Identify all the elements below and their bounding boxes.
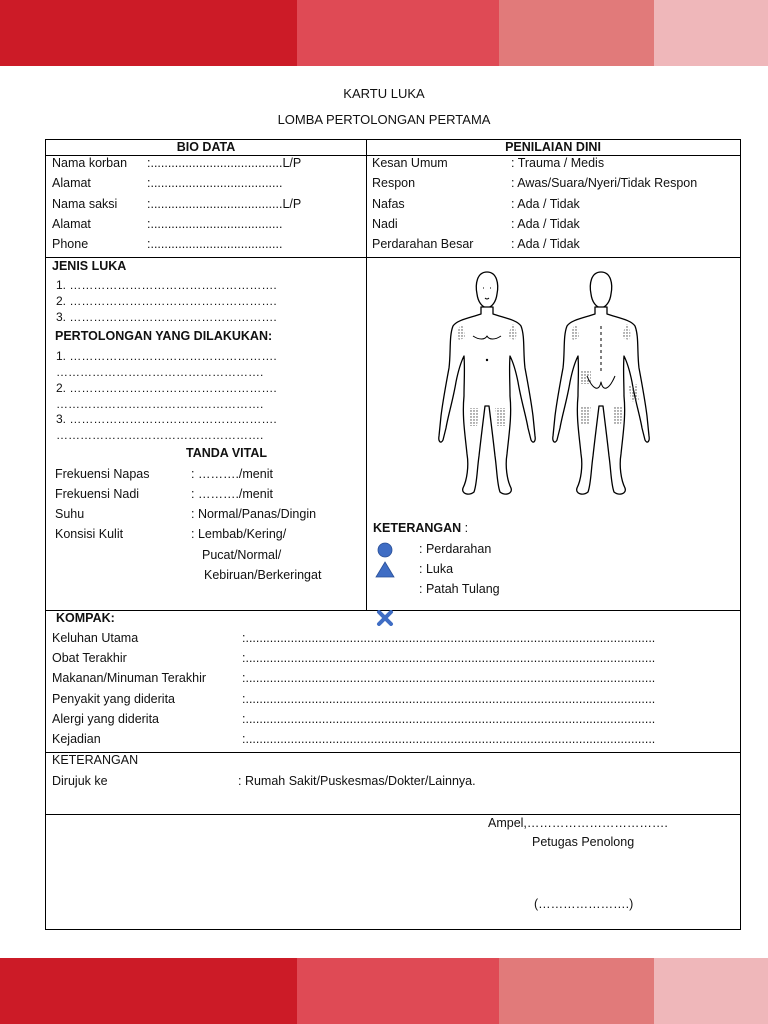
field-label: Nama saksi [52, 197, 118, 211]
legend-label: : Perdarahan [419, 542, 492, 556]
legend-heading-colon: : [461, 521, 469, 535]
field-value: : Trauma / Medis [511, 156, 605, 170]
field-label: Frekuensi Napas [55, 467, 150, 481]
list-item[interactable]: ……………………………………………. [56, 428, 264, 442]
signature-role: Petugas Penolong [532, 835, 635, 849]
field-label: Alamat [52, 176, 91, 190]
field-value[interactable]: :...................................... [147, 176, 283, 190]
field-value[interactable]: :......................................L/P [147, 197, 302, 211]
pertolongan-heading: PERTOLONGAN YANG DILAKUKAN: [55, 329, 273, 343]
divider [366, 140, 367, 610]
field-label: Perdarahan Besar [372, 237, 474, 251]
jenis-luka-heading: JENIS LUKA [52, 259, 127, 273]
legend-heading-row [373, 521, 468, 536]
field-label: Frekuensi Nadi [55, 487, 140, 501]
field-value[interactable]: :...................................................................................................................... [242, 631, 656, 645]
field-label: Respon [372, 176, 416, 190]
color-block [0, 0, 297, 66]
field-label: Konsisi Kulit [55, 527, 124, 541]
field-value[interactable]: :...................................................................................................................... [242, 732, 656, 746]
field-value: : Ada / Tidak [511, 197, 580, 211]
signature-place-date[interactable]: Ampel,……………………………. [488, 816, 668, 830]
field-label: Phone [52, 237, 89, 251]
list-item[interactable]: 1. ……………………………………………. [56, 278, 277, 292]
divider [46, 814, 740, 815]
tanda-vital-heading: TANDA VITAL [186, 446, 268, 460]
color-block [499, 958, 654, 1024]
list-item[interactable]: 3. ……………………………………………. [56, 310, 277, 324]
field-value[interactable]: :...................................................................................................................... [242, 651, 656, 665]
color-block [297, 958, 499, 1024]
penilaian-heading: PENILAIAN DINI [505, 140, 601, 154]
cross-icon [376, 610, 394, 626]
field-value[interactable]: :...................................................................................................................... [242, 671, 656, 685]
color-block [0, 958, 297, 1024]
field-label: Alamat [52, 217, 91, 231]
list-item[interactable]: 1. ……………………………………………. [56, 349, 277, 363]
field-value[interactable]: :...................................... [147, 237, 283, 251]
legend-heading: KETERANGAN [373, 521, 462, 535]
color-block [499, 0, 654, 66]
field-value: : Lembab/Kering/ [191, 527, 287, 541]
kompak-heading: KOMPAK: [56, 611, 115, 625]
field-label: Penyakit yang diderita [52, 692, 175, 706]
biodata-heading: BIO DATA [176, 140, 236, 154]
field-label: Alergi yang diderita [52, 712, 160, 726]
header-color-band [0, 0, 768, 66]
list-item[interactable]: 2. ……………………………………………. [56, 381, 277, 395]
list-item[interactable]: ……………………………………………. [56, 397, 264, 411]
field-value: : Ada / Tidak [511, 237, 580, 251]
field-value[interactable]: : ………./menit [191, 487, 273, 501]
field-value: : Awas/Suara/Nyeri/Tidak Respon [511, 176, 698, 190]
footer-color-band [0, 958, 768, 1024]
document-title: KARTU LUKA [343, 86, 425, 101]
field-value-continued: Pucat/Normal/ [202, 548, 282, 562]
document-subtitle: LOMBA PERTOLONGAN PERTAMA [277, 112, 491, 127]
field-label: Keluhan Utama [52, 631, 139, 645]
field-label: Suhu [55, 507, 85, 521]
color-block [297, 0, 499, 66]
list-item[interactable]: 3. ……………………………………………. [56, 412, 277, 426]
divider [46, 752, 740, 753]
field-label: Obat Terakhir [52, 651, 127, 665]
back-body-figure [553, 272, 649, 494]
field-value[interactable]: :...................................................................................................................... [242, 712, 656, 726]
field-value: : Normal/Panas/Dingin [191, 507, 317, 521]
keterangan-heading: KETERANGAN [52, 753, 139, 767]
field-value: : Ada / Tidak [511, 217, 580, 231]
field-value[interactable]: : ………./menit [191, 467, 273, 481]
dirujuk-value: : Rumah Sakit/Puskesmas/Dokter/Lainnya. [238, 774, 476, 788]
front-body-figure [439, 272, 535, 494]
color-block [654, 958, 768, 1024]
triangle-icon [375, 561, 395, 578]
signature-name-line[interactable]: (………………….) [534, 897, 634, 911]
field-value-continued: Kebiruan/Berkeringat [204, 568, 322, 582]
field-value[interactable]: :...................................................................................................................... [242, 692, 656, 706]
list-item[interactable]: ……………………………………………. [56, 365, 264, 379]
field-label: Nama korban [52, 156, 128, 170]
legend-label: : Luka [419, 562, 454, 576]
field-label: Kesan Umum [372, 156, 448, 170]
field-label: Makanan/Minuman Terakhir [52, 671, 207, 685]
legend-label: : Patah Tulang [419, 582, 500, 596]
field-label: Nafas [372, 197, 405, 211]
wound-card-form [45, 139, 741, 930]
field-value[interactable]: :...................................... [147, 217, 283, 231]
list-item[interactable]: 2. ……………………………………………. [56, 294, 277, 308]
color-block [654, 0, 768, 66]
field-label: Kejadian [52, 732, 101, 746]
body-diagram [431, 266, 656, 498]
field-label: Nadi [372, 217, 398, 231]
dirujuk-label: Dirujuk ke [52, 774, 108, 788]
field-value[interactable]: :......................................L/P [147, 156, 302, 170]
divider [46, 257, 740, 258]
circle-icon [376, 542, 394, 558]
